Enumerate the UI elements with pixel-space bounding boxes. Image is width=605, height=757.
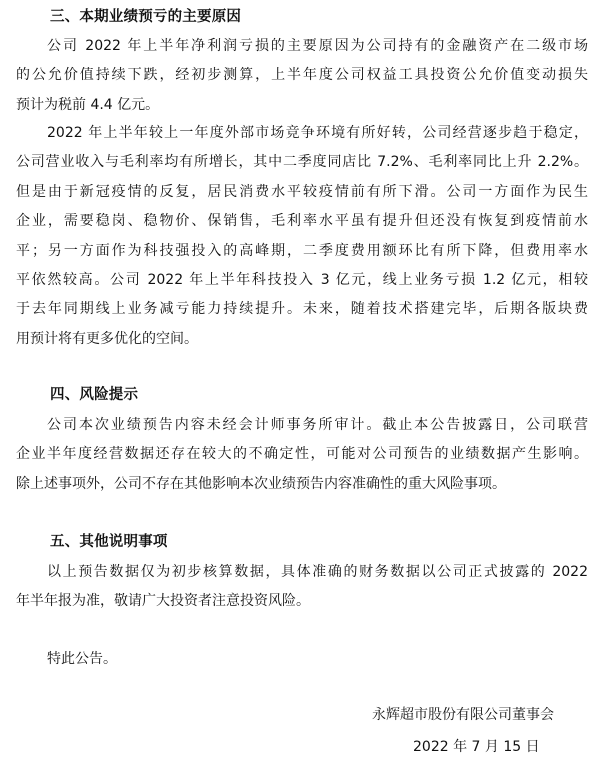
section-3-paragraph-2 <box>16 119 588 354</box>
paragraph-line: 企业，需要稳岗、稳物价、保销售，毛利率水平虽有提升但还没有恢复到疫情前水 <box>16 213 588 230</box>
paragraph-line: 公司 2022 年上半年净利润亏损的主要原因为公司持有的金融资产在二级市场 <box>47 38 588 54</box>
paragraph-line: 预计为税前 4.4 亿元。 <box>16 96 160 113</box>
paragraph-line: 于去年同期线上业务减亏能力持续提升。未来，随着技术搭建完毕，后期各版块费 <box>16 301 588 318</box>
closing-paragraph <box>16 645 588 674</box>
paragraph-line: 但是由于新冠疫情的反复，居民消费水平较疫情前有所下滑。公司一方面作为民生 <box>16 183 588 200</box>
paragraph-line: 公司营业收入与毛利率均有所增长，其中二季度同店比 7.2%、毛利率同比上升 2.2%。 <box>16 154 588 171</box>
paragraph-line: 企业半年度经营数据还存在较大的不确定性，可能对公司预告的业绩数据产生影响。 <box>16 446 588 463</box>
paragraph-line: 的公允价值持续下跌，经初步测算，上半年度公司权益工具投资公允价值变动损失 <box>16 67 588 84</box>
closing-text: 特此公告。 <box>47 651 117 667</box>
section-5-paragraph-1 <box>16 558 588 617</box>
signature-date: 2022 年 7 月 15 日 <box>413 739 540 755</box>
paragraph-line: 以上预告数据仅为初步核算数据，具体准确的财务数据以公司正式披露的 2022 <box>47 564 588 580</box>
section-4-heading: 四、风险提示 <box>50 387 139 403</box>
paragraph-line: 公司本次业绩预告内容未经会计师事务所审计。截止本公告披露日，公司联营 <box>47 417 588 433</box>
paragraph-line: 平；另一方面作为科技强投入的高峰期，二季度费用额环比有所下降，但费用率水 <box>16 242 588 259</box>
paragraph-line: 2022 年上半年较上一年度外部市场竞争环境有所好转，公司经营逐步趋于稳定， <box>47 125 588 141</box>
paragraph-line: 平依然较高。公司 2022 年上半年科技投入 3 亿元，线上业务亏损 1.2 亿元，相较 <box>16 271 588 288</box>
paragraph-line: 用预计将有更多优化的空间。 <box>16 330 198 347</box>
section-3-paragraph-1 <box>16 32 588 120</box>
section-3-heading: 三、本期业绩预亏的主要原因 <box>50 9 242 25</box>
signature-organization: 永辉超市股份有限公司董事会 <box>372 707 554 723</box>
paragraph-line: 除上述事项外，公司不存在其他影响本次业绩预告内容准确性的重大风险事项。 <box>16 475 506 492</box>
paragraph-line: 年半年报为准，敬请广大投资者注意投资风险。 <box>16 593 310 610</box>
section-5-heading: 五、其他说明事项 <box>50 534 168 550</box>
section-4-paragraph-1 <box>16 411 588 499</box>
